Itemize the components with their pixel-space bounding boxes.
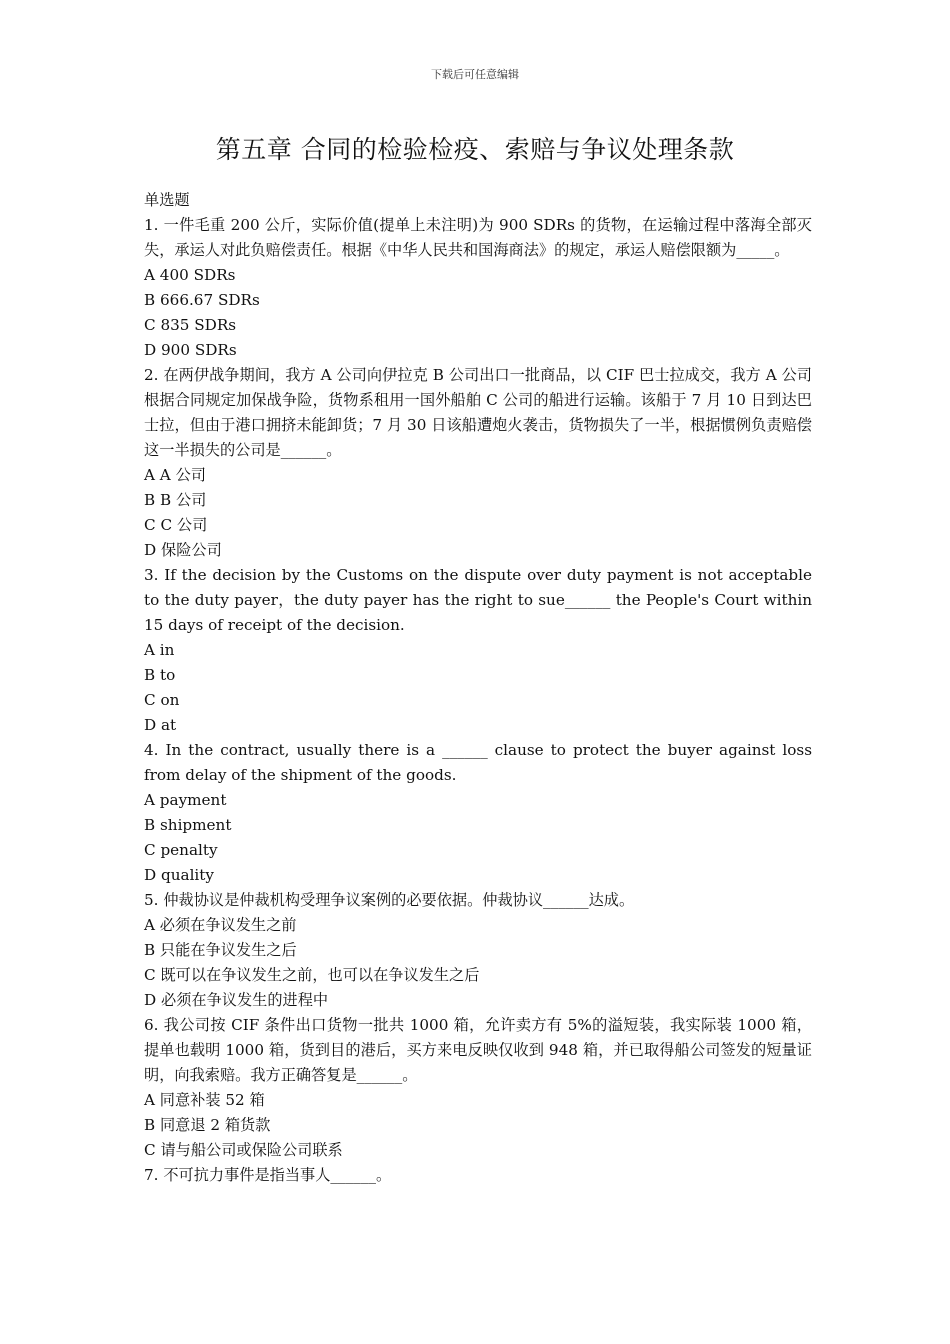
option-c: C 请与船公司或保险公司联系 [144, 1141, 343, 1159]
page-header: 下载后可任意编辑 [431, 68, 519, 81]
question-3 [144, 563, 812, 738]
option-c: C on [144, 691, 180, 709]
option-a: A 必须在争议发生之前 [144, 916, 297, 934]
question-6 [144, 1013, 812, 1163]
option-b: B shipment [144, 816, 232, 834]
option-d: D 必须在争议发生的进程中 [144, 991, 329, 1009]
question-list [144, 188, 812, 1188]
question-7 [144, 1163, 812, 1188]
question-text: 2. 在两伊战争期间，我方 A 公司向伊拉克 B 公司出口一批商品，以 CIF 巴士拉成交，我方 A 公司根据合同规定加保战争险，货物系租用一国外船舶 C 公司的船进行运输。该船于 7 月 10 日到达巴士拉，但由于港口拥挤未能卸货；7 月 30 日该船遭炮火袭击，货物损失了一半，根据惯例负责赔偿这一半损失的公司是______。 [144, 366, 812, 459]
question-1 [144, 213, 812, 363]
option-a: A in [144, 641, 175, 659]
option-a: A 同意补装 52 箱 [144, 1091, 265, 1109]
question-5 [144, 888, 812, 1013]
section-heading: 单选题 [144, 191, 190, 209]
question-2 [144, 363, 812, 563]
question-text: 5. 仲裁协议是仲裁机构受理争议案例的必要依据。仲裁协议______达成。 [144, 891, 635, 909]
option-c: C penalty [144, 841, 218, 859]
option-c: C 既可以在争议发生之前，也可以在争议发生之后 [144, 966, 480, 984]
option-d: D 保险公司 [144, 541, 222, 559]
option-b: B 666.67 SDRs [144, 291, 260, 309]
option-d: D quality [144, 866, 214, 884]
option-d: D 900 SDRs [144, 341, 237, 359]
option-b: B 只能在争议发生之后 [144, 941, 297, 959]
option-a: A A 公司 [144, 466, 206, 484]
question-text: 6. 我公司按 CIF 条件出口货物一批共 1000 箱，允许卖方有 5%的溢短装，我实际装 1000 箱，提单也载明 1000 箱，货到目的港后，买方来电反映仅收到 948 箱，并已取得船公司签发的短量证明，向我索赔。我方正确答复是______。 [144, 1016, 812, 1084]
question-text: 4. In the contract, usually there is a ______ clause to protect the buyer against loss from delay of the shipment of the goods. [144, 741, 812, 784]
option-b: B B 公司 [144, 491, 207, 509]
option-b: B 同意退 2 箱货款 [144, 1116, 271, 1134]
option-a: A 400 SDRs [144, 266, 236, 284]
question-text: 1. 一件毛重 200 公斤，实际价值(提单上未注明)为 900 SDRs 的货物，在运输过程中落海全部灭失，承运人对此负赔偿责任。根据《中华人民共和国海商法》的规定，承运人赔偿限额为_____。 [144, 216, 812, 259]
question-4 [144, 738, 812, 888]
option-d: D at [144, 716, 177, 734]
option-b: B to [144, 666, 176, 684]
question-text: 7. 不可抗力事件是指当事人______。 [144, 1166, 392, 1184]
option-a: A payment [144, 791, 227, 809]
page-title: 第五章 合同的检验检疫、索赔与争议处理条款 [215, 135, 735, 164]
option-c: C 835 SDRs [144, 316, 237, 334]
option-c: C C 公司 [144, 516, 208, 534]
question-text: 3. If the decision by the Customs on the dispute over duty payment is not acceptable to the duty payer，the duty payer has the right to sue______ the People's Court within 15 days of receipt of the decision. [144, 566, 812, 634]
